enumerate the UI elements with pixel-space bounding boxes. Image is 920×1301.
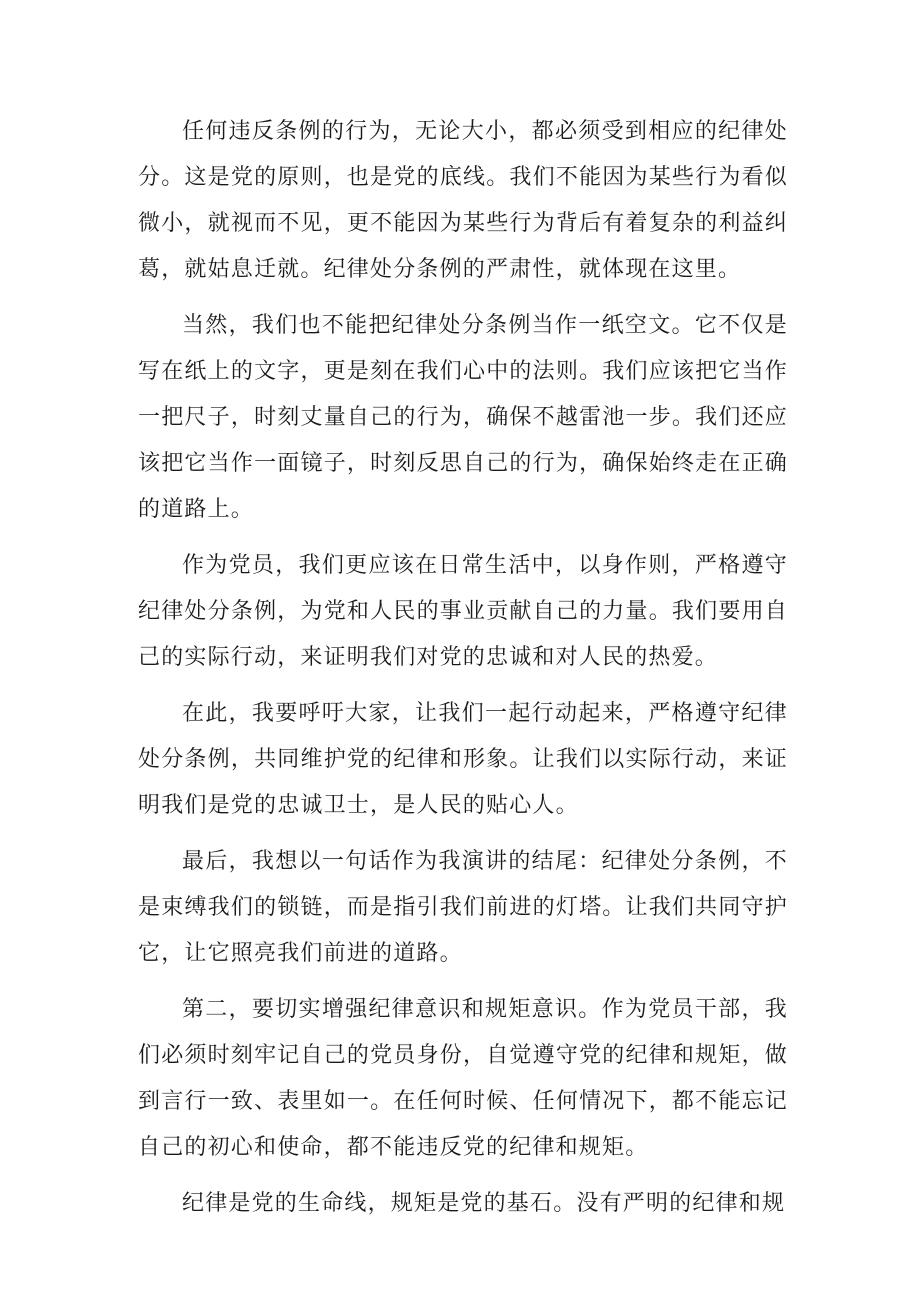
document-body <box>138 109 788 1237</box>
paragraph-6: 第二，要切实增强纪律意识和规矩意识。作为党员干部，我们必须时刻牢记自己的党员身份，自觉遵守党的纪律和规矩，做到言行一致、表里如一。在任何时候、任何情况下，都不能忘记自己的初心和使命，都不能违反党的纪律和规矩。 <box>138 997 788 1160</box>
paragraph-3: 作为党员，我们更应该在日常生活中，以身作则，严格遵守纪律处分条例，为党和人民的事业贡献自己的力量。我们要用自己的实际行动，来证明我们对党的忠诚和对人民的热爱。 <box>138 553 788 670</box>
paragraph-1: 任何违反条例的行为，无论大小，都必须受到相应的纪律处分。这是党的原则，也是党的底线。我们不能因为某些行为看似微小，就视而不见，更不能因为某些行为背后有着复杂的利益纠葛，就姑息迁就。纪律处分条例的严肃性，就体现在这里。 <box>138 119 788 282</box>
paragraph-4: 在此，我要呼吁大家，让我们一起行动起来，严格遵守纪律处分条例，共同维护党的纪律和形象。让我们以实际行动，来证明我们是党的忠诚卫士，是人民的贴心人。 <box>138 701 788 818</box>
paragraph-2: 当然，我们也不能把纪律处分条例当作一纸空文。它不仅是写在纸上的文字，更是刻在我们心中的法则。我们应该把它当作一把尺子，时刻丈量自己的行为，确保不越雷池一步。我们还应该把它当作一面镜子，时刻反思自己的行为，确保始终走在正确的道路上。 <box>138 313 788 522</box>
paragraph-7: 纪律是党的生命线，规矩是党的基石。没有严明的纪律和规 <box>182 1191 786 1216</box>
paragraph-5: 最后，我想以一句话作为我演讲的结尾：纪律处分条例，不是束缚我们的锁链，而是指引我们前进的灯塔。让我们共同守护它，让它照亮我们前进的道路。 <box>138 849 788 966</box>
